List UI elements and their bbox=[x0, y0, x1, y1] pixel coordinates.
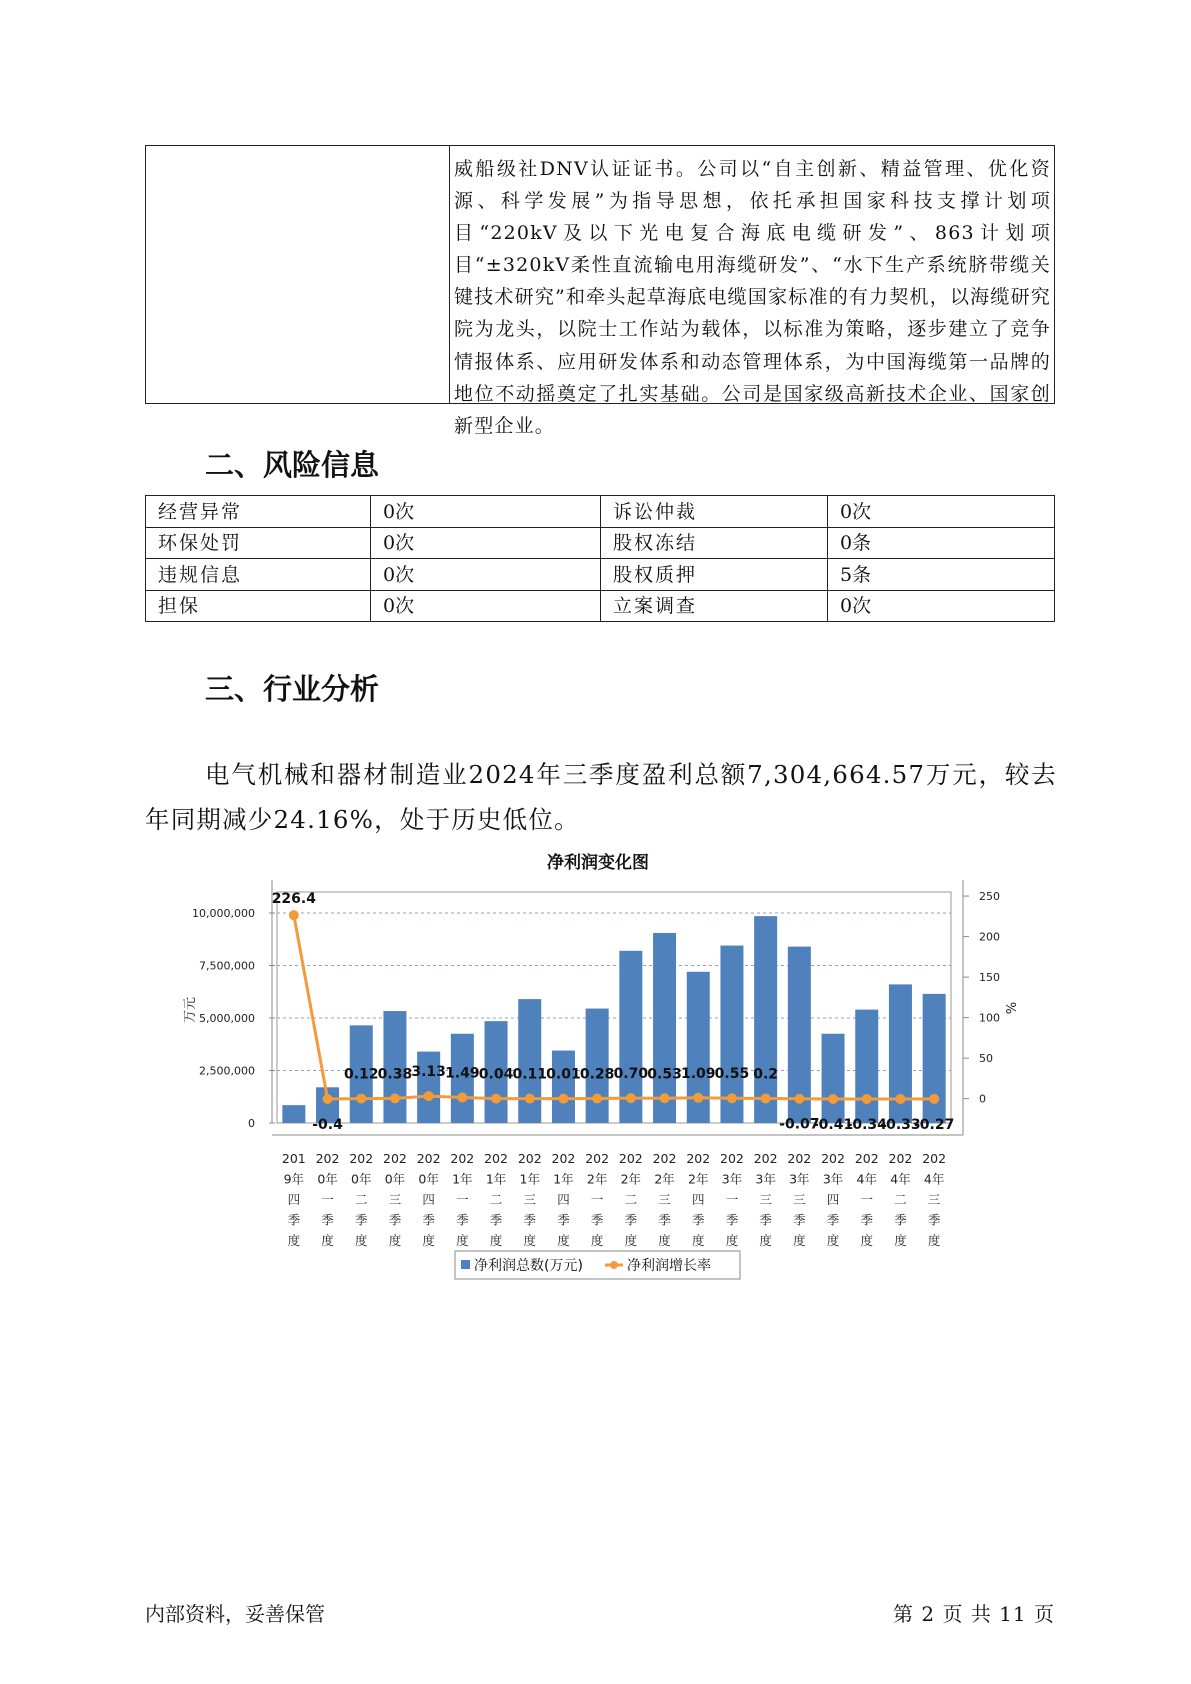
table-row bbox=[146, 496, 1055, 528]
section-title-industry: 三、行业分析 bbox=[205, 672, 380, 706]
x-tick-label: 202 bbox=[517, 1151, 542, 1166]
risk-label: 立案调查 bbox=[601, 590, 828, 622]
x-tick-label: 度 bbox=[422, 1233, 435, 1248]
risk-value: 0次 bbox=[828, 496, 1055, 528]
y-tick-label: 0 bbox=[248, 1117, 255, 1130]
data-label: -0.07 bbox=[779, 1116, 820, 1133]
x-tick-label: 季 bbox=[725, 1212, 739, 1228]
x-tick-label: 度 bbox=[590, 1233, 604, 1248]
risk-label: 经营异常 bbox=[146, 496, 371, 528]
x-tick-label: 一 bbox=[590, 1192, 604, 1207]
data-label: 0.28 bbox=[579, 1066, 615, 1083]
risk-value: 0条 bbox=[828, 527, 1055, 559]
x-tick-label: 季 bbox=[388, 1212, 402, 1228]
legend-bar-swatch bbox=[461, 1260, 470, 1269]
growth-point bbox=[289, 910, 299, 920]
x-tick-label: 一 bbox=[860, 1192, 874, 1207]
bar bbox=[754, 916, 777, 1123]
plot-area bbox=[277, 892, 951, 1123]
data-label: -0.33 bbox=[880, 1116, 921, 1133]
data-label: -0.27 bbox=[913, 1116, 955, 1133]
x-tick-label: 三 bbox=[388, 1192, 402, 1207]
legend-line-marker bbox=[610, 1261, 618, 1269]
industry-paragraph: 电气机械和器材制造业2024年三季度盈利总额7,304,664.57万元，较去年同期减少24.16%，处于历史低位。 bbox=[145, 759, 1057, 834]
data-label: 0.55 bbox=[714, 1066, 750, 1083]
growth-point bbox=[558, 1094, 568, 1104]
x-tick-label: 度 bbox=[354, 1233, 368, 1248]
x-tick-label: 3年 bbox=[822, 1171, 844, 1187]
y2-tick-label: 0 bbox=[979, 1092, 986, 1106]
x-tick-label: 202 bbox=[720, 1151, 744, 1166]
x-tick-label: 度 bbox=[826, 1233, 840, 1248]
x-tick-label: 季 bbox=[287, 1212, 301, 1228]
x-tick-label: 202 bbox=[416, 1151, 441, 1166]
x-tick-label: 一 bbox=[456, 1192, 469, 1207]
x-tick-label: 季 bbox=[759, 1212, 772, 1228]
y-tick-label: 5,000,000 bbox=[199, 1012, 255, 1025]
x-tick-label: 202 bbox=[686, 1151, 711, 1166]
x-tick-label: 3年 bbox=[789, 1171, 810, 1187]
legend-bar-label: 净利润总数(万元) bbox=[474, 1258, 583, 1274]
x-tick-label: 度 bbox=[456, 1233, 469, 1248]
x-tick-label: 202 bbox=[652, 1151, 677, 1166]
growth-point bbox=[929, 1094, 939, 1104]
risk-value: 0次 bbox=[371, 496, 601, 528]
x-tick-label: 度 bbox=[388, 1233, 402, 1248]
table-row bbox=[146, 527, 1055, 559]
risk-value: 0次 bbox=[828, 590, 1055, 622]
x-tick-label: 一 bbox=[725, 1192, 739, 1207]
x-tick-label: 二 bbox=[894, 1192, 907, 1207]
growth-point bbox=[727, 1093, 737, 1103]
x-tick-label: 2年 bbox=[586, 1171, 608, 1187]
x-tick-label: 四 bbox=[422, 1192, 435, 1207]
x-tick-label: 度 bbox=[489, 1233, 503, 1248]
x-tick-label: 3年 bbox=[721, 1171, 743, 1187]
y2-tick-label: 250 bbox=[979, 890, 1000, 904]
x-tick-label: 度 bbox=[691, 1233, 705, 1248]
x-tick-label: 三 bbox=[759, 1192, 772, 1207]
growth-point bbox=[862, 1094, 872, 1104]
x-tick-label: 二 bbox=[489, 1192, 503, 1207]
risk-value: 0次 bbox=[371, 527, 601, 559]
data-label: -0.41 bbox=[812, 1117, 854, 1134]
data-label: 0.38 bbox=[377, 1066, 413, 1083]
x-tick-label: 季 bbox=[691, 1212, 705, 1228]
risk-label: 股权质押 bbox=[601, 559, 828, 591]
x-tick-label: 度 bbox=[557, 1233, 570, 1248]
growth-point bbox=[592, 1093, 602, 1103]
x-tick-label: 202 bbox=[585, 1151, 610, 1166]
growth-point bbox=[693, 1093, 703, 1103]
x-tick-label: 1年 bbox=[452, 1171, 473, 1187]
bar bbox=[822, 1034, 845, 1123]
x-tick-label: 一 bbox=[321, 1192, 334, 1207]
x-tick-label: 202 bbox=[484, 1151, 508, 1166]
table-row bbox=[146, 590, 1055, 622]
x-tick-label: 度 bbox=[860, 1233, 874, 1248]
x-tick-label: 9年 bbox=[283, 1171, 305, 1187]
x-tick-label: 202 bbox=[383, 1151, 407, 1166]
chart-svg bbox=[180, 840, 1020, 1300]
x-tick-label: 度 bbox=[658, 1233, 671, 1248]
growth-point bbox=[660, 1093, 670, 1103]
x-tick-label: 1年 bbox=[485, 1171, 507, 1187]
x-tick-label: 201 bbox=[281, 1151, 306, 1166]
growth-point bbox=[491, 1094, 501, 1104]
x-tick-label: 202 bbox=[349, 1151, 374, 1166]
risk-value: 5条 bbox=[828, 559, 1055, 591]
risk-label: 担保 bbox=[146, 590, 371, 622]
x-tick-label: 季 bbox=[489, 1212, 503, 1228]
x-tick-label: 季 bbox=[860, 1212, 874, 1228]
x-tick-label: 度 bbox=[793, 1233, 806, 1248]
y2-tick-label: 150 bbox=[979, 971, 1000, 985]
bar bbox=[518, 999, 541, 1123]
legend-line-label: 净利润增长率 bbox=[627, 1258, 711, 1274]
risk-label: 违规信息 bbox=[146, 559, 371, 591]
x-tick-label: 1年 bbox=[519, 1171, 540, 1187]
data-label: 1.09 bbox=[680, 1065, 716, 1082]
risk-label: 股权冻结 bbox=[601, 527, 828, 559]
data-label: 0.12 bbox=[343, 1066, 379, 1083]
data-label: 1.49 bbox=[445, 1065, 480, 1082]
risk-label: 诉讼仲裁 bbox=[601, 496, 828, 528]
x-tick-label: 度 bbox=[725, 1233, 739, 1248]
growth-point bbox=[390, 1093, 400, 1103]
x-tick-label: 季 bbox=[557, 1212, 570, 1228]
x-tick-label: 季 bbox=[590, 1212, 604, 1228]
x-tick-label: 二 bbox=[624, 1192, 638, 1207]
risk-label: 环保处罚 bbox=[146, 527, 371, 559]
data-label: 0.70 bbox=[613, 1066, 649, 1083]
growth-point bbox=[895, 1094, 905, 1104]
data-label: 0.04 bbox=[478, 1066, 514, 1083]
x-tick-label: 4年 bbox=[923, 1171, 945, 1187]
x-tick-label: 度 bbox=[523, 1233, 537, 1248]
x-tick-label: 202 bbox=[787, 1151, 812, 1166]
x-tick-label: 度 bbox=[321, 1233, 334, 1248]
y-tick-label: 10,000,000 bbox=[192, 907, 255, 920]
bar bbox=[855, 1010, 878, 1123]
risk-value: 0次 bbox=[371, 590, 601, 622]
data-label: -0.34 bbox=[846, 1116, 887, 1133]
x-tick-label: 1年 bbox=[553, 1171, 574, 1187]
y2-tick-label: 100 bbox=[979, 1011, 1000, 1025]
x-tick-label: 2年 bbox=[620, 1171, 642, 1187]
intro-label-cell bbox=[146, 146, 450, 403]
risk-info-table bbox=[145, 495, 1055, 622]
growth-point bbox=[457, 1092, 467, 1102]
x-tick-label: 度 bbox=[287, 1233, 301, 1248]
x-tick-label: 度 bbox=[894, 1233, 907, 1248]
x-tick-label: 季 bbox=[793, 1212, 806, 1228]
growth-point bbox=[356, 1094, 366, 1104]
x-tick-label: 0年 bbox=[351, 1171, 372, 1187]
x-tick-label: 4年 bbox=[890, 1171, 911, 1187]
x-tick-label: 季 bbox=[658, 1212, 671, 1228]
x-tick-label: 202 bbox=[450, 1151, 475, 1166]
intro-text-cell: 威船级社DNV认证证书。公司以“自主创新、精益管理、优化资源、科学发展”为指导思想，依托承担国家科技支撑计划项目“220kV及以下光电复合海底电缆研发”、863计划项目“±320kV柔性直流输电用海缆研发”、“水下生产系统脐带缆关键技术研究”和牵头起草海底电缆国家标准的有力契机，以海缆研究院为龙头，以院士工作站为载体，以标准为策略，逐步建立了竞争情报体系、应用研发体系和动态管理体系，为中国海缆第一品牌的地位不动摇奠定了扎实基础。公司是国家级高新技术企业、国家创新型企业。 bbox=[454, 158, 1051, 437]
x-tick-label: 二 bbox=[354, 1192, 368, 1207]
data-label: 0.01 bbox=[546, 1066, 581, 1083]
footer-confidential: 内部资料，妥善保管 bbox=[145, 1602, 325, 1626]
net-profit-chart bbox=[180, 840, 1020, 1300]
x-tick-label: 2年 bbox=[688, 1171, 709, 1187]
y-tick-label: 7,500,000 bbox=[199, 959, 255, 973]
x-tick-label: 202 bbox=[888, 1151, 913, 1166]
x-tick-label: 四 bbox=[287, 1192, 301, 1207]
x-tick-label: 四 bbox=[691, 1192, 705, 1207]
x-tick-label: 3年 bbox=[755, 1171, 776, 1187]
x-tick-label: 季 bbox=[321, 1212, 334, 1228]
growth-point bbox=[323, 1094, 333, 1104]
data-label: 0.11 bbox=[512, 1066, 548, 1083]
data-label: 0.2 bbox=[753, 1066, 779, 1083]
x-tick-label: 度 bbox=[927, 1233, 941, 1248]
x-tick-label: 202 bbox=[854, 1151, 879, 1166]
x-tick-label: 202 bbox=[551, 1151, 576, 1166]
growth-point bbox=[626, 1093, 636, 1103]
chart-title: 净利润变化图 bbox=[547, 853, 649, 873]
x-tick-label: 季 bbox=[354, 1212, 368, 1228]
x-tick-label: 季 bbox=[826, 1212, 840, 1228]
growth-point bbox=[828, 1094, 838, 1104]
growth-point bbox=[794, 1094, 804, 1104]
x-tick-label: 三 bbox=[523, 1192, 537, 1207]
x-tick-label: 季 bbox=[927, 1212, 941, 1228]
x-tick-label: 三 bbox=[658, 1192, 671, 1207]
x-tick-label: 202 bbox=[821, 1151, 845, 1166]
data-label: 226.4 bbox=[271, 891, 316, 908]
bar bbox=[282, 1105, 305, 1123]
x-tick-label: 季 bbox=[456, 1212, 469, 1228]
x-tick-label: 四 bbox=[826, 1192, 840, 1207]
y2-tick-label: 50 bbox=[979, 1052, 993, 1066]
x-tick-label: 季 bbox=[523, 1212, 537, 1228]
growth-point bbox=[424, 1091, 434, 1101]
y2-tick-label: 200 bbox=[979, 930, 1000, 944]
x-tick-label: 0年 bbox=[384, 1171, 406, 1187]
table-row bbox=[146, 559, 1055, 591]
section-title-risk: 二、风险信息 bbox=[205, 448, 380, 482]
page-number: 第 2 页 共 11 页 bbox=[893, 1602, 1055, 1626]
bar bbox=[417, 1052, 440, 1123]
data-label: 0.53 bbox=[647, 1066, 682, 1083]
bar bbox=[552, 1051, 575, 1123]
x-tick-label: 四 bbox=[557, 1192, 570, 1207]
x-tick-label: 度 bbox=[759, 1233, 772, 1248]
x-tick-label: 4年 bbox=[856, 1171, 877, 1187]
x-tick-label: 202 bbox=[315, 1151, 340, 1166]
growth-point bbox=[761, 1094, 771, 1104]
x-tick-label: 202 bbox=[753, 1151, 778, 1166]
x-tick-label: 202 bbox=[618, 1151, 643, 1166]
x-tick-label: 三 bbox=[927, 1192, 941, 1207]
x-tick-label: 202 bbox=[922, 1151, 947, 1166]
y2-axis-label: % bbox=[1002, 1001, 1017, 1015]
y-tick-label: 2,500,000 bbox=[199, 1064, 255, 1078]
data-label: -0.4 bbox=[312, 1117, 343, 1134]
x-tick-label: 季 bbox=[894, 1212, 907, 1228]
y-axis-label: 万元 bbox=[183, 996, 198, 1024]
company-intro-table bbox=[145, 145, 1055, 437]
x-tick-label: 0年 bbox=[317, 1171, 338, 1187]
x-tick-label: 季 bbox=[422, 1212, 435, 1228]
risk-value: 0次 bbox=[371, 559, 601, 591]
x-tick-label: 度 bbox=[624, 1233, 638, 1248]
x-tick-label: 0年 bbox=[418, 1171, 439, 1187]
x-tick-label: 季 bbox=[624, 1212, 638, 1228]
growth-point bbox=[525, 1094, 535, 1104]
x-tick-label: 2年 bbox=[654, 1171, 675, 1187]
data-label: 3.13 bbox=[411, 1064, 446, 1081]
x-tick-label: 三 bbox=[793, 1192, 806, 1207]
